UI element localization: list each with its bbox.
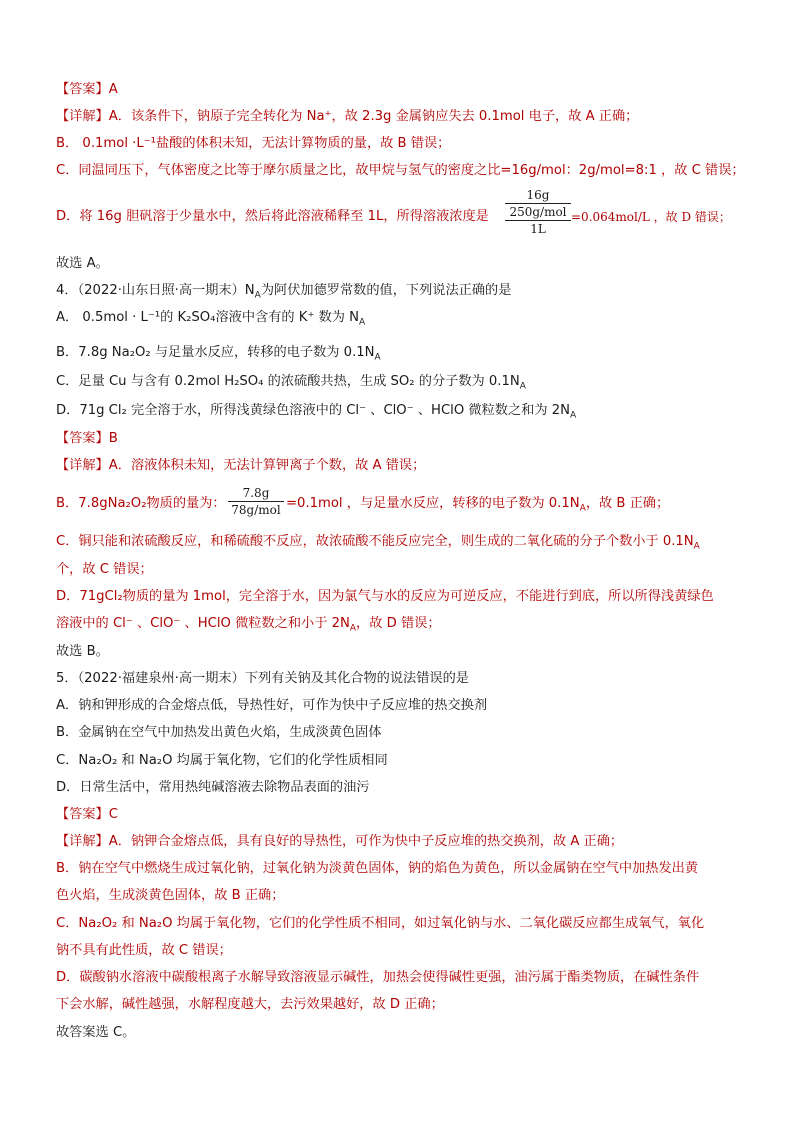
detail-c: C．同温同压下，气体密度之比等于摩尔质量之比，故甲烷与氢气的密度之比=16g/mol：2g/mol=8:1 ，故 C 错误；: [56, 163, 745, 178]
answer-value: A: [108, 82, 118, 97]
q5-option-d: D．日常生活中，常用热纯碱溶液去除物品表面的油污: [56, 780, 370, 795]
conclusion-2: 故选 B。: [56, 644, 109, 659]
q5-detail-d2: 下会水解，碱性越强，水解程度越大，去污效果越好，故 D 正确；: [56, 997, 444, 1012]
q5-option-a: A．钠和钾形成的合金熔点低，导热性好，可作为快中子反应堆的热交换剂: [56, 698, 488, 713]
conclusion-1: 故选 A。: [56, 256, 109, 271]
q4-option-a-sub: A: [359, 317, 366, 328]
q4-detail-tag: 【详解】: [56, 458, 109, 473]
fraction-inner-numerator: 16g: [526, 188, 550, 202]
q4-option-d: [56, 401, 576, 426]
q4-stem-text: 4．（2022·山东日照·高一期末）N: [56, 283, 255, 298]
q4-option-d-text: D．71g Cl₂ 完全溶于水，所得浅黄绿色溶液中的 Cl⁻ 、ClO⁻ 、HClO 微粒数之和为 2N: [56, 403, 570, 418]
q4-option-b: [56, 343, 381, 368]
q4-detail-c1: [56, 532, 700, 557]
q4-option-a: [56, 308, 365, 333]
detail-tag: 【详解】: [56, 109, 109, 124]
detail-line: [56, 107, 638, 127]
q4-option-d-sub: A: [569, 410, 577, 421]
detail-d-post: =0.064mol/L ，故 D 错误；: [571, 210, 731, 224]
fraction-inner-bar: [505, 203, 571, 204]
q4-detail-c1-text: C．铜只能和浓硫酸反应，和稀硫酸不反应，故浓硫酸不能反应完全，则生成的二氧化硫的分子个数小于 0.1N: [56, 534, 694, 549]
q4-option-a-text: A． 0.5mol · L⁻¹的 K₂SO₄溶液中含有的 K⁺ 数为 N: [56, 310, 360, 325]
q5-option-c: C．Na₂O₂ 和 Na₂O 均属于氧化物，它们的化学性质相同: [56, 753, 388, 768]
question-5-stem: 5．（2022·福建泉州·高一期末）下列有关钠及其化合物的说法错误的是: [56, 671, 469, 686]
q5-detail-d1: D．碳酸钠水溶液中碳酸根离子水解导致溶液显示碱性，加热会使得碱性更强，油污属于酯类物质，在碱性条件: [56, 970, 700, 985]
q5-detail-b1: B．钠在空气中燃烧生成过氧化钠，过氧化钠为淡黄色固体，钠的焰色为黄色，所以金属钠在空气中加热发出黄: [56, 861, 699, 876]
q4-option-c: [56, 372, 526, 397]
q4-option-b-text: B．7.8g Na₂O₂ 与足量水反应，转移的电子数为 0.1N: [56, 345, 375, 360]
fraction-main-denominator: 1L: [530, 222, 546, 236]
q4-detail-c1-sub: A: [693, 541, 700, 552]
q5-answer-tag: 【答案】: [56, 807, 109, 822]
q4-stem-rest: 为阿伏加德罗常数的值，下列说法正确的是: [260, 283, 512, 298]
q5-detail-c2: 钠不具有此性质，故 C 错误；: [56, 943, 232, 958]
detail-d-pre: D．将 16g 胆矾溶于少量水中，然后将此溶液稀释至 1L，所得溶液浓度是: [56, 209, 489, 224]
q4-detail-a-text: A．溶液体积未知，无法计算钾离子个数，故 A 错误；: [108, 458, 426, 473]
detail-a: A．该条件下，钠原子完全转化为 Na⁺，故 2.3g 金属钠应失去 0.1mol 电子，故 A 正确；: [108, 109, 639, 124]
fraction-main-bar: [505, 220, 571, 221]
q4-detail-b-sub: A: [579, 503, 586, 514]
conclusion-3: 故答案选 C。: [56, 1025, 136, 1040]
q4-detail-d1: D．71gCl₂物质的量为 1mol，完全溶于水，因为氯气与水的反应为可逆反应，不能进行到底，所以所得浅黄绿色: [56, 589, 714, 604]
q4-detail-d2-sub: A: [349, 623, 357, 634]
question-4-stem: [56, 281, 511, 306]
moles-numerator: 7.8g: [242, 486, 270, 500]
moles-fraction: [228, 486, 284, 517]
q4-detail-d2-text: 溶液中的 Cl⁻ 、ClO⁻ 、HClO 微粒数之和小于 2N: [56, 616, 350, 631]
q4-detail-c2: 个，故 C 错误；: [56, 562, 153, 577]
q5-detail-b2: 色火焰，生成淡黄色固体，故 B 正确；: [56, 888, 285, 903]
q4-option-c-text: C．足量 Cu 与含有 0.2mol H₂SO₄ 的浓硫酸共热，生成 SO₂ 的分子数为 0.1N: [56, 374, 520, 389]
q4-answer-tag: 【答案】: [56, 431, 109, 446]
q4-detail-b-pre: B．7.8gNa₂O₂物质的量为：: [56, 496, 226, 511]
q4-detail-b-post-text: =0.1mol ，与足量水反应，转移的电子数为 0.1N: [286, 496, 580, 511]
q5-detail-c1: C．Na₂O₂ 和 Na₂O 均属于氧化物，它们的化学性质不相同，如过氧化钠与水、二氧化碳反应都生成氧气，氧化: [56, 916, 705, 931]
q4-answer-line: [56, 429, 118, 449]
density-fraction: [505, 188, 571, 236]
q4-answer-value: B: [108, 431, 118, 446]
q5-option-b: B．金属钠在空气中加热发出黄色火焰，生成淡黄色固体: [56, 725, 382, 740]
q4-option-c-sub: A: [519, 381, 526, 392]
q4-detail-d2-end: ，故 D 错误；: [356, 616, 441, 631]
q4-detail-d2: [56, 614, 441, 639]
moles-denominator: 78g/mol: [231, 503, 281, 517]
answer-tag: 【答案】: [56, 82, 109, 97]
q5-answer-value: C: [108, 807, 118, 822]
q4-detail-b-end: ，故 B 正确；: [585, 496, 670, 511]
q5-detail-a: [56, 832, 623, 852]
fraction-inner-denominator: 250g/mol: [509, 205, 567, 219]
moles-bar: [228, 501, 284, 502]
q5-answer-line: [56, 805, 118, 825]
q4-detail-b-post: [286, 494, 669, 519]
q5-detail-tag: 【详解】: [56, 834, 109, 849]
q4-detail-a: [56, 456, 425, 476]
answer-line: [56, 80, 118, 100]
q5-detail-a-text: A．钠钾合金熔点低，具有良好的导热性，可作为快中子反应堆的热交换剂，故 A 正确；: [108, 834, 624, 849]
q4-stem-sub: A: [254, 290, 261, 301]
detail-b: B． 0.1mol ·L⁻¹盐酸的体积未知，无法计算物质的量，故 B 错误；: [56, 136, 451, 151]
q4-option-b-sub: A: [374, 352, 381, 363]
